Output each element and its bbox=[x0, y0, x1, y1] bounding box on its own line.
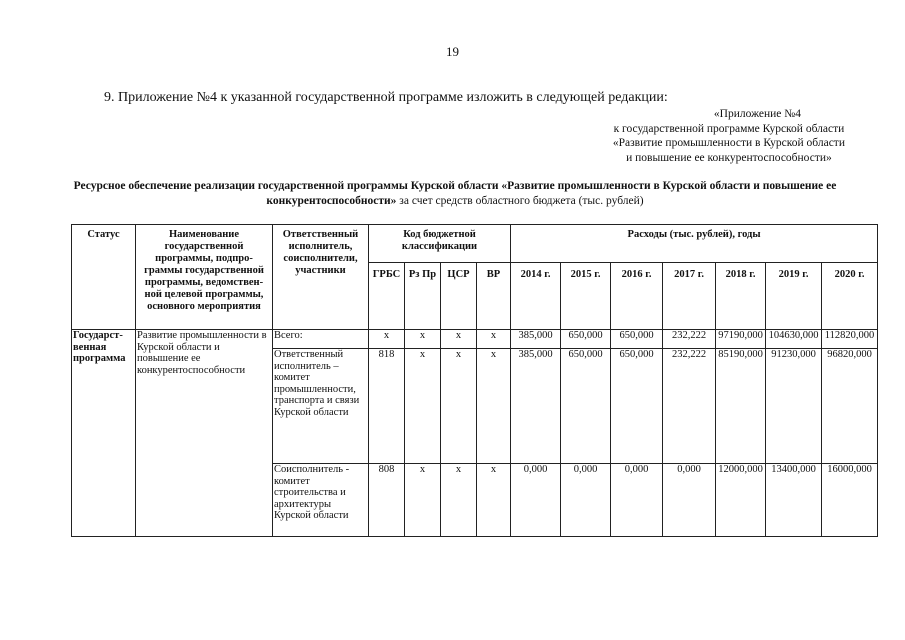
header-name: Наименование государственной программы, подпро-граммы государственной программы, ведомствен-ной целевой программы, основного мероприятия bbox=[136, 225, 273, 330]
header-year: 2018 г. bbox=[716, 263, 766, 330]
code-cell: х bbox=[477, 330, 511, 349]
header-code-col: ЦСР bbox=[441, 263, 477, 330]
appendix-line: к государственной программе Курской области bbox=[613, 122, 845, 135]
header-year: 2015 г. bbox=[561, 263, 611, 330]
value-cell: 12000,000 bbox=[716, 464, 766, 537]
header-year: 2020 г. bbox=[822, 263, 878, 330]
header-status: Статус bbox=[72, 225, 136, 330]
value-cell: 0,000 bbox=[663, 464, 716, 537]
value-cell: 85190,000 bbox=[716, 349, 766, 464]
header-year: 2016 г. bbox=[611, 263, 663, 330]
code-cell: х bbox=[441, 464, 477, 537]
code-cell: х bbox=[477, 464, 511, 537]
value-cell: 650,000 bbox=[611, 330, 663, 349]
code-cell: х bbox=[369, 330, 405, 349]
header-year: 2017 г. bbox=[663, 263, 716, 330]
value-cell: 91230,000 bbox=[766, 349, 822, 464]
status-cell: Государст-венная программа bbox=[72, 330, 136, 537]
header-year: 2014 г. bbox=[511, 263, 561, 330]
title-bold: Ресурсное обеспечение реализации государственной программы Курской области «Развитие промышленности в Курской области и повышение ее конкурентоспособности» bbox=[73, 180, 837, 207]
document-title bbox=[60, 179, 850, 208]
appendix-line: и повышение ее конкурентоспособности» bbox=[626, 151, 832, 164]
code-cell: х bbox=[477, 349, 511, 464]
value-cell: 13400,000 bbox=[766, 464, 822, 537]
header-budget-code: Код бюджетной классификации bbox=[369, 225, 511, 263]
title-normal: за счет средств областного бюджета (тыс. рублей) bbox=[396, 194, 644, 207]
code-cell: 818 bbox=[369, 349, 405, 464]
appendix-line: «Развитие промышленности в Курской области bbox=[612, 137, 845, 149]
value-cell: 650,000 bbox=[561, 330, 611, 349]
value-cell: 650,000 bbox=[611, 349, 663, 464]
value-cell: 232,222 bbox=[663, 330, 716, 349]
value-cell: 16000,000 bbox=[822, 464, 878, 537]
header-code-col: Рз Пр bbox=[405, 263, 441, 330]
value-cell: 0,000 bbox=[561, 464, 611, 537]
header-code-col: ГРБС bbox=[369, 263, 405, 330]
intro-line: 9. Приложение №4 к указанной государственной программе изложить в следующей редакции: bbox=[104, 90, 668, 105]
header-executor: Ответственный исполнитель, соисполнители, участники bbox=[273, 225, 369, 330]
code-cell: х bbox=[405, 349, 441, 464]
header-expenses: Расходы (тыс. рублей), годы bbox=[511, 225, 878, 263]
program-name-cell: Развитие промышленности в Курской области и повышение ее конкурентоспособности bbox=[136, 330, 273, 537]
appendix-header bbox=[613, 107, 845, 165]
code-cell: 808 bbox=[369, 464, 405, 537]
value-cell: 104630,000 bbox=[766, 330, 822, 349]
resource-table bbox=[71, 224, 878, 537]
value-cell: 385,000 bbox=[511, 330, 561, 349]
page-number: 19 bbox=[446, 44, 459, 59]
code-cell: х bbox=[405, 330, 441, 349]
header-row bbox=[72, 225, 878, 263]
value-cell: 385,000 bbox=[511, 349, 561, 464]
header-year: 2019 г. bbox=[766, 263, 822, 330]
value-cell: 97190,000 bbox=[716, 330, 766, 349]
code-cell: х bbox=[405, 464, 441, 537]
value-cell: 0,000 bbox=[611, 464, 663, 537]
header-code-col: ВР bbox=[477, 263, 511, 330]
value-cell: 232,222 bbox=[663, 349, 716, 464]
value-cell: 650,000 bbox=[561, 349, 611, 464]
executor-cell: Соисполнитель - комитет строительства и архитектуры Курской области bbox=[273, 464, 369, 537]
appendix-line: «Приложение №4 bbox=[713, 108, 801, 120]
code-cell: х bbox=[441, 349, 477, 464]
value-cell: 0,000 bbox=[511, 464, 561, 537]
executor-cell: Ответственный исполнитель – комитет промышленности, транспорта и связи Курской области bbox=[273, 349, 369, 464]
code-cell: х bbox=[441, 330, 477, 349]
value-cell: 96820,000 bbox=[822, 349, 878, 464]
table-row bbox=[72, 330, 878, 349]
value-cell: 112820,000 bbox=[822, 330, 878, 349]
executor-cell: Всего: bbox=[273, 330, 369, 349]
